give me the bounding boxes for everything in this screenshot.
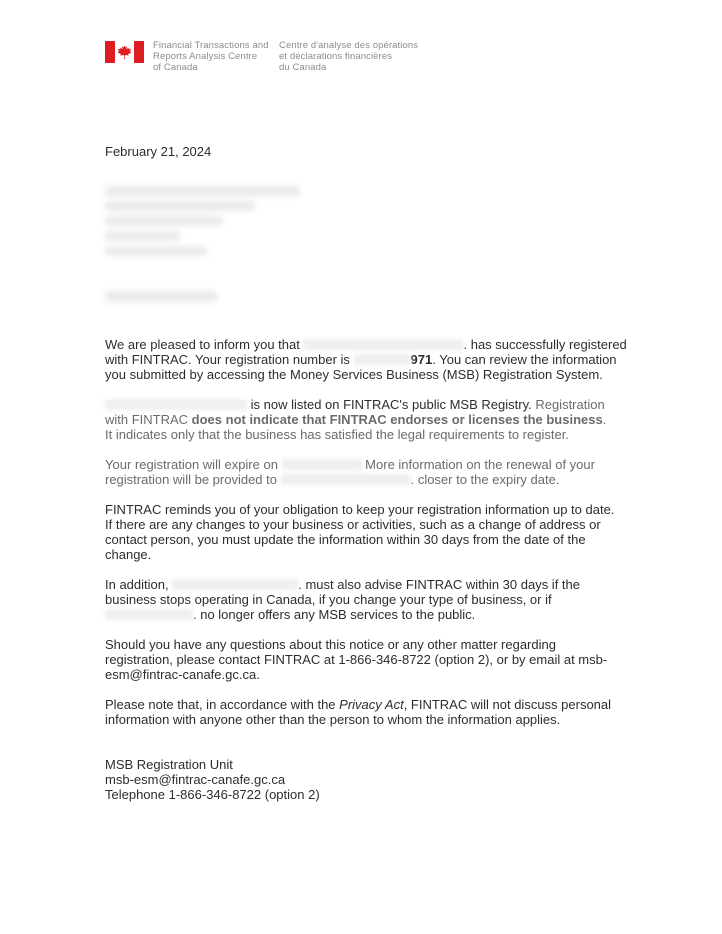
flag-left-band (105, 41, 115, 63)
redacted-address-line (105, 246, 207, 256)
paragraph-line (105, 532, 665, 547)
text-segment: . must also advise FINTRAC within 30 days if the (298, 577, 580, 592)
redacted-text (354, 354, 411, 365)
text-segment: Registration (535, 397, 605, 412)
flag-right-band (134, 41, 144, 63)
redacted-text (281, 474, 411, 485)
paragraph (105, 637, 665, 682)
text-segment: In addition, (105, 577, 173, 592)
text-segment: change. (105, 547, 152, 562)
paragraph-line (105, 652, 665, 667)
text-segment: . no longer offers any MSB services to the public. (193, 607, 476, 622)
text-segment: Please note that, in accordance with the (105, 697, 340, 712)
paragraph-line (105, 502, 665, 517)
paragraph-line (105, 667, 665, 682)
redacted-address-line (105, 231, 180, 241)
signature-phone: Telephone 1-866-346-8722 (option 2) (105, 787, 320, 802)
text-segment: If there are any changes to your business or activities, such as a change of address or (105, 517, 601, 532)
text-segment: registration will be provided to (105, 472, 281, 487)
org-name-line: Centre d'analyse des opérations (279, 40, 419, 51)
paragraph (105, 337, 665, 382)
text-segment: . has successfully registered (463, 337, 627, 352)
redacted-text (303, 339, 463, 350)
paragraph-line (105, 367, 665, 382)
text-segment: Your registration will expire on (105, 457, 282, 472)
paragraph-line (105, 427, 665, 442)
org-name-english (153, 40, 269, 73)
redacted-text (282, 459, 362, 470)
text-segment: does not indicate that FINTRAC endorses or licenses the business (191, 412, 603, 427)
paragraph-line (105, 577, 665, 592)
text-segment: Should you have any questions about this notice or any other matter regarding (105, 637, 556, 652)
text-segment: FINTRAC reminds you of your obligation to keep your registration information up to date. (105, 502, 615, 517)
text-segment: with FINTRAC (105, 412, 192, 427)
redacted-address-line (105, 186, 300, 196)
text-segment: . You can review the information (432, 352, 617, 367)
paragraph-line (105, 352, 665, 367)
signature-unit-name: MSB Registration Unit (105, 757, 233, 772)
paragraph (105, 502, 665, 562)
redacted-salutation (105, 291, 217, 302)
text-segment: information with anyone other than the person to whom the information applies. (105, 712, 561, 727)
text-segment: you submitted by accessing the Money Services Business (MSB) Registration System. (105, 367, 603, 382)
org-name-line: et déclarations financières (279, 51, 393, 62)
paragraph-line (105, 547, 665, 562)
paragraph (105, 397, 665, 442)
text-segment: esm@fintrac-canafe.gc.ca. (105, 667, 260, 682)
text-segment: More information on the renewal of your (361, 457, 595, 472)
text-segment: . closer to the expiry date. (410, 472, 560, 487)
paragraph (105, 577, 665, 622)
letter-body (105, 337, 665, 802)
text-segment: Privacy Act (339, 697, 404, 712)
text-segment: 971 (410, 352, 433, 367)
redacted-text (105, 609, 193, 620)
org-name-line: Reports Analysis Centre (153, 51, 258, 62)
text-segment: It indicates only that the business has satisfied the legal requirements to register. (105, 427, 569, 442)
paragraph-line (105, 607, 665, 622)
org-name-line: of Canada (153, 62, 198, 73)
text-segment: . (602, 412, 607, 427)
org-name-line: Financial Transactions and (153, 40, 269, 51)
org-name-line: du Canada (279, 62, 327, 73)
text-segment: registration, please contact FINTRAC at 1-866-346-8722 (option 2), or by email at msb- (105, 652, 608, 667)
letterhead (105, 40, 429, 73)
redacted-address-line (105, 201, 255, 211)
signature-email: msb-esm@fintrac-canafe.gc.ca (105, 772, 286, 787)
paragraph-line (105, 412, 665, 427)
paragraph-line (105, 472, 665, 487)
paragraph-line (105, 517, 665, 532)
recipient-address-block (105, 186, 300, 261)
org-name-french (279, 40, 429, 73)
paragraph-line (105, 337, 665, 352)
flag-leaf-field (115, 41, 134, 63)
maple-leaf-icon (117, 45, 132, 60)
paragraph (105, 697, 665, 727)
letter-date: February 21, 2024 (105, 144, 212, 159)
text-segment: is now listed on FINTRAC's public MSB Registry. (247, 397, 536, 412)
paragraph (105, 457, 665, 487)
redacted-text (172, 579, 298, 590)
text-segment: We are pleased to inform you that (105, 337, 304, 352)
text-segment: business stops operating in Canada, if you change your type of business, or if (105, 592, 552, 607)
text-segment: contact person, you must update the information within 30 days from the date of the (105, 532, 586, 547)
paragraph-line (105, 712, 665, 727)
signature-block (105, 757, 665, 802)
paragraph-line (105, 697, 665, 712)
paragraph-line (105, 457, 665, 472)
paragraph-line (105, 397, 665, 412)
paragraph-line (105, 592, 665, 607)
redacted-address-line (105, 216, 223, 226)
redacted-text (105, 399, 247, 410)
text-segment: with FINTRAC. Your registration number is (105, 352, 354, 367)
canada-flag-logo (105, 41, 144, 63)
text-segment: , FINTRAC will not discuss personal (403, 697, 612, 712)
paragraph-line (105, 637, 665, 652)
